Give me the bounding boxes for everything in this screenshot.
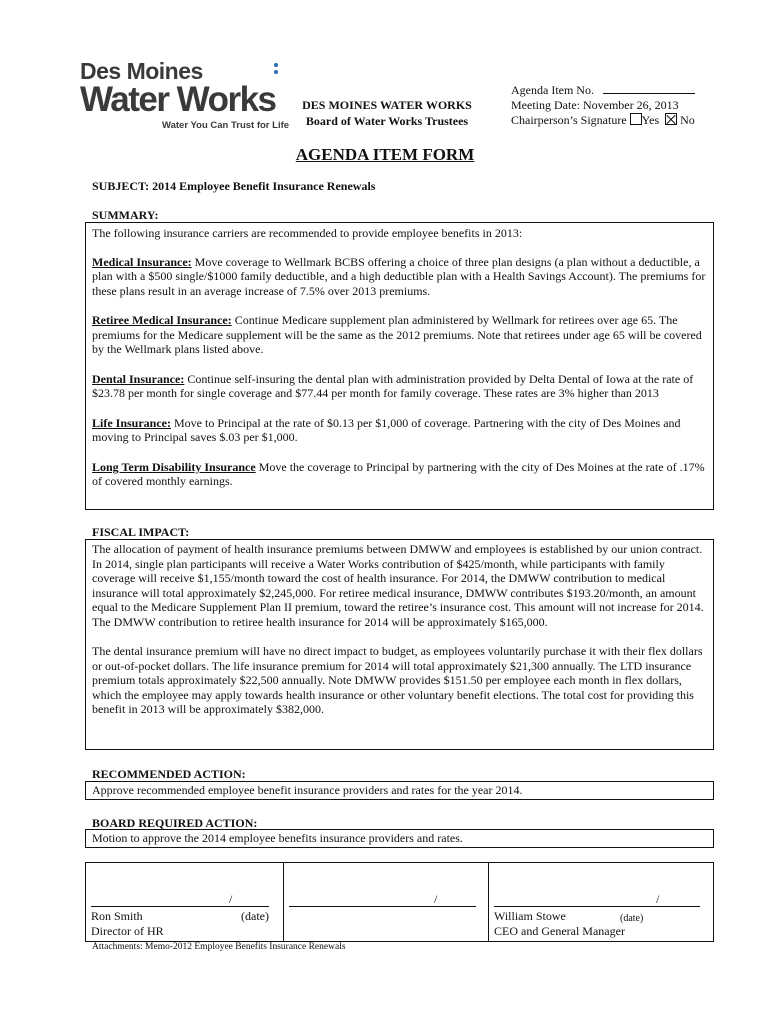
summary-heading: Dental Insurance:	[92, 371, 185, 386]
agenda-item-row	[511, 83, 695, 98]
signature-divider	[488, 863, 489, 941]
summary-item: Medical Insurance: Move coverage to Wellmark BCBS offering a choice of three plan designs (a plan without a deductible, a plan with a $500 single/$1000 family deductible, and a high deductible plan with a Health Savings Account). The premiums for these plans result in an average increase of 7.5% over 2013 premiums.	[92, 254, 706, 298]
board-action-label: BOARD REQUIRED ACTION:	[92, 816, 258, 830]
fiscal-box	[85, 539, 714, 750]
logo-tagline: Water You Can Trust for Life	[162, 120, 290, 131]
yes-checkbox[interactable]	[630, 113, 642, 125]
fiscal-label: FISCAL IMPACT:	[92, 525, 190, 539]
date-slash: /	[656, 892, 660, 906]
signature-line-middle[interactable]	[289, 905, 476, 907]
signature-label: Chairperson’s Signature	[511, 113, 627, 127]
meeting-date: Meeting Date: November 26, 2013	[511, 98, 679, 112]
signature-divider	[283, 863, 284, 941]
recommended-box	[85, 781, 714, 800]
subject: SUBJECT: 2014 Employee Benefit Insurance Renewals	[92, 179, 376, 193]
no-label: No	[680, 113, 695, 127]
logo-line-1: Des Moines	[80, 58, 203, 84]
org-header	[292, 97, 482, 129]
signature-line-ceo[interactable]	[494, 905, 700, 907]
agenda-meta	[511, 83, 695, 128]
summary-heading: Life Insurance:	[92, 415, 171, 430]
signer-date-ceo: (date)	[620, 913, 644, 924]
date-slash: /	[434, 892, 438, 906]
fiscal-para-2: The dental insurance premium will have no direct impact to budget, as employees voluntarily purchase it with their flex dollars or out-of-pocket dollars. The life insurance premium for 2014 will total approximately $21,300 annually. The LTD insurance premium totals approximately $22,500 annually. Note DMWW provides $151.50 per employee each month in flex dollars, which the employee may apply towards health insurance or other voluntary benefit elections. The total cost for providing this benefit in 2013 will be approximately $382,000.	[92, 644, 703, 716]
recommended-text: Approve recommended employee benefit insurance providers and rates for the year 2014.	[92, 783, 523, 797]
logo-line-2: Water Works	[80, 80, 276, 119]
summary-box	[85, 222, 714, 510]
summary-heading: Long Term Disability Insurance	[92, 459, 256, 474]
signer-title-hr: Director of HR	[91, 924, 164, 938]
agenda-item-field[interactable]	[603, 83, 695, 94]
recommended-label: RECOMMENDED ACTION:	[92, 767, 246, 781]
org-board: Board of Water Works Trustees	[305, 114, 469, 128]
org-name: DES MOINES WATER WORKS	[302, 98, 472, 112]
summary-item: Long Term Disability Insurance Move the coverage to Principal by partnering with the city of Des Moines at the rate of .17% of covered monthly earnings.	[92, 459, 705, 488]
date-slash: /	[229, 892, 233, 906]
summary-item: Life Insurance: Move to Principal at the rate of $0.13 per $1,000 of coverage. Partnering with the city of Des Moines and moving to Principal saves $.03 per $1,000.	[92, 415, 681, 444]
form-title: AGENDA ITEM FORM	[295, 145, 475, 164]
signature-line-hr[interactable]	[91, 905, 269, 907]
water-drops-icon	[271, 62, 281, 84]
board-action-box	[85, 829, 714, 848]
yes-label: Yes	[641, 113, 660, 127]
summary-label: SUMMARY:	[92, 208, 159, 222]
board-action-text: Motion to approve the 2014 employee benefits insurance providers and rates.	[92, 831, 463, 845]
agenda-item-label: Agenda Item No.	[511, 83, 594, 97]
summary-intro: The following insurance carriers are recommended to provide employee benefits in 2013:	[92, 226, 523, 240]
dmww-logo	[80, 58, 290, 133]
signer-name-hr: Ron Smith	[91, 909, 143, 923]
fiscal-para-1: The allocation of payment of health insurance premiums between DMWW and employees is established by our union contract. In 2014, single plan participants will receive a Water Works contribution of $425/month, while participants with family coverage will receive $1,155/month toward the cost of health insurance. For 2014, the DMWW contribution to medical insurance will total approximately $2,245,000. For retiree medical insurance, DMWW contributes $193.20/month, an amount equal to the Medicare Supplement Plan II premium, toward the retiree’s insurance cost. This amount will not increase for 2014. The DMWW contribution to retiree health insurance for 2014 will be approximately $165,000.	[92, 542, 704, 629]
signer-name-ceo: William Stowe	[494, 909, 566, 923]
chair-signature-row	[511, 113, 695, 128]
signer-title-ceo: CEO and General Manager	[494, 924, 625, 938]
signer-date-hr: (date)	[241, 909, 269, 923]
summary-item: Retiree Medical Insurance: Continue Medicare supplement plan administered by Wellmark for retirees over age 65. The premiums for the Medicare supplement will be the same as the 2012 premiums. Note that retirees under age 65 will be covered by the Wellmark plans listed above.	[92, 313, 702, 356]
summary-item: Dental Insurance: Continue self-insuring the dental plan with administration provided by Delta Dental of Iowa at the rate of $23.78 per month for single coverage and $77.44 per month for family coverage. These rates are 3% higher than 2013	[92, 371, 694, 400]
attachments-note: Attachments: Memo-2012 Employee Benefits Insurance Renewals	[92, 942, 346, 952]
no-checkbox[interactable]	[665, 113, 677, 125]
summary-heading: Retiree Medical Insurance:	[92, 313, 232, 327]
summary-heading: Medical Insurance:	[92, 254, 192, 269]
